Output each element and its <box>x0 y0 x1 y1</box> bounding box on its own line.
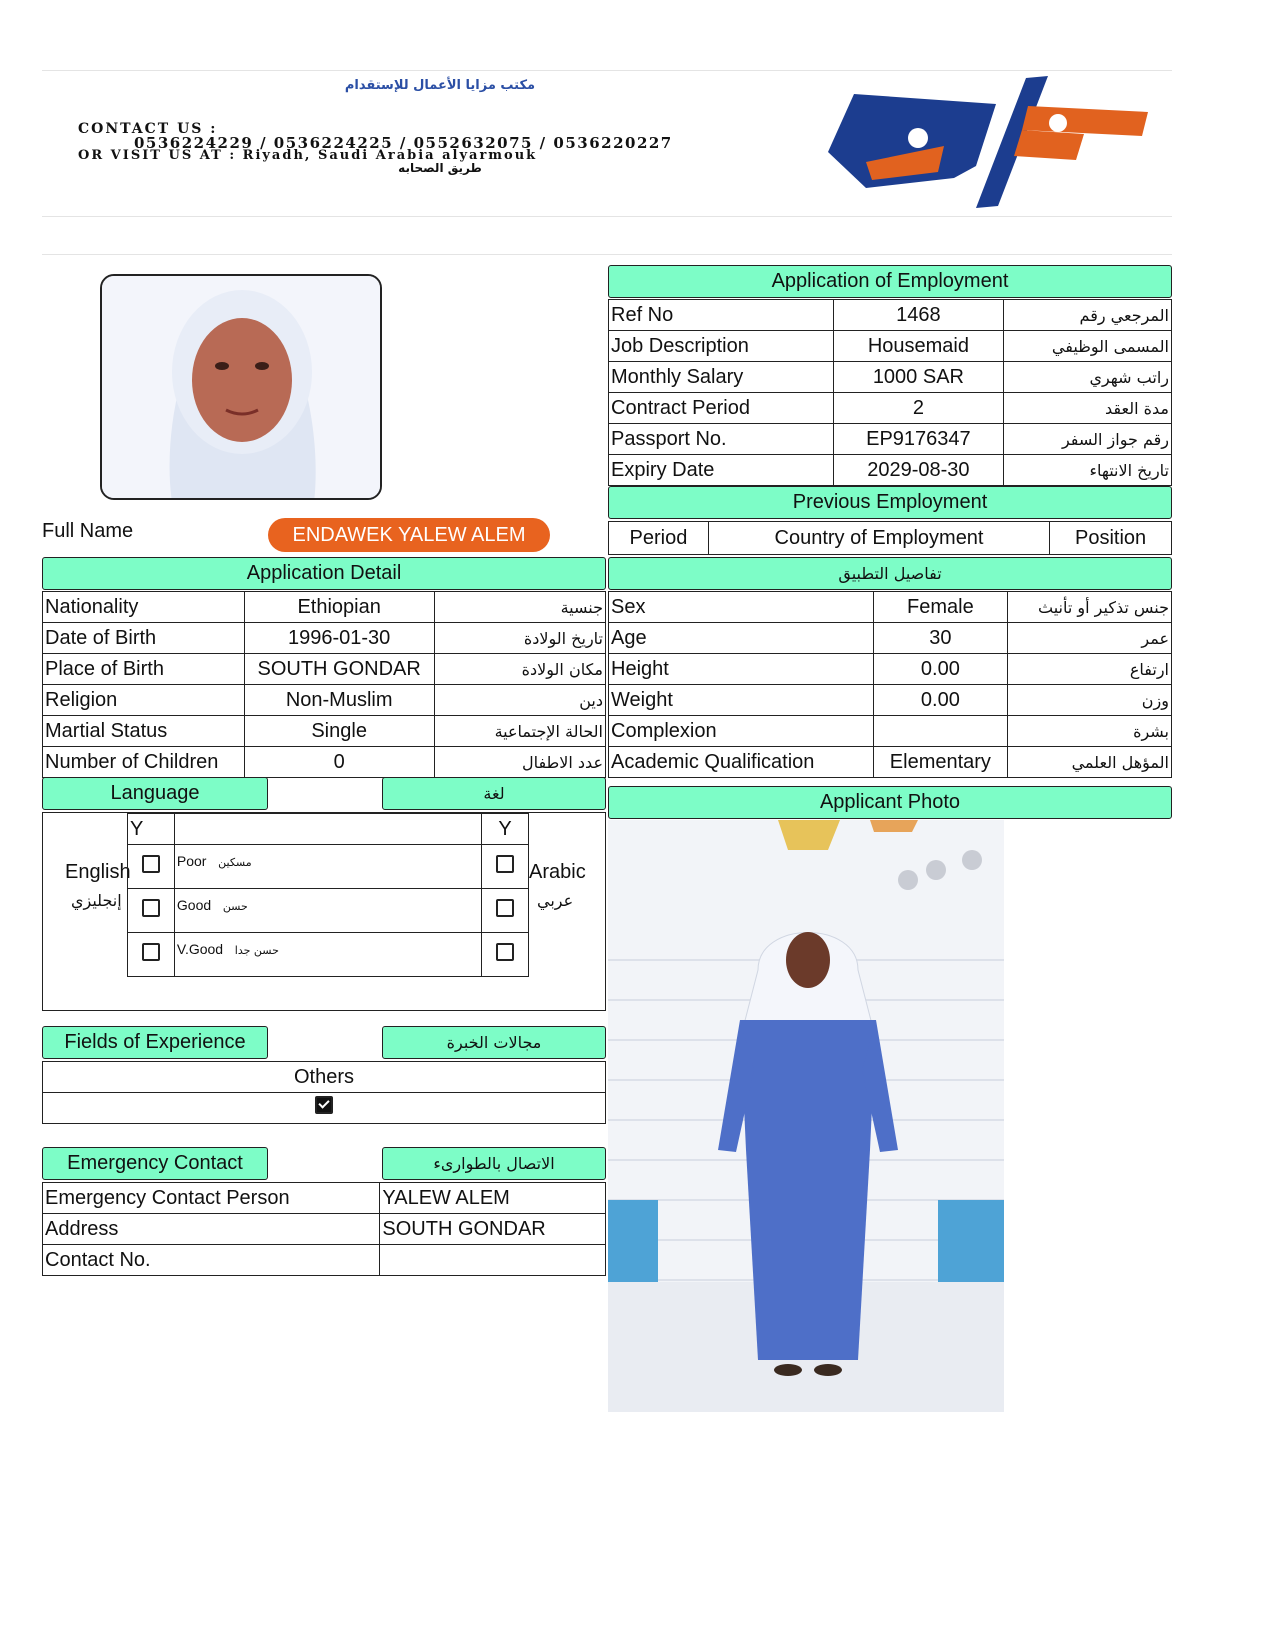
table-row <box>128 814 529 845</box>
contract-period-label-ar: مدة العقد <box>1004 393 1172 424</box>
full-name-label: Full Name <box>42 520 134 542</box>
full-name-value: ENDAWEK YALEW ALEM <box>268 518 550 552</box>
monthly-salary-value: 1000 SAR <box>833 362 1004 393</box>
english-vgood-checkbox[interactable] <box>142 943 160 961</box>
personal-details-table <box>608 591 1172 778</box>
street-ar: طريق الصحابه <box>398 161 482 175</box>
contact-no-value <box>380 1245 606 1276</box>
table-row <box>43 1062 606 1093</box>
fields-of-experience-header: Fields of Experience <box>42 1026 268 1059</box>
expiry-date-value: 2029-08-30 <box>833 455 1004 486</box>
arabic-good-cell[interactable] <box>482 889 529 933</box>
table-row <box>609 654 1172 685</box>
marital-status-label: Martial Status <box>43 716 245 747</box>
english-good-cell[interactable] <box>128 889 175 933</box>
level-poor <box>174 845 481 889</box>
number-of-children-value: 0 <box>244 747 434 778</box>
level-good-label-ar: حسن <box>222 900 248 913</box>
table-row <box>609 747 1172 778</box>
place-of-birth-label: Place of Birth <box>43 654 245 685</box>
language-box <box>42 812 606 1011</box>
table-row <box>43 685 606 716</box>
language-header: Language <box>42 777 268 810</box>
english-poor-checkbox[interactable] <box>142 855 160 873</box>
table-row <box>43 623 606 654</box>
weight-label: Weight <box>609 685 874 716</box>
arabic-vgood-checkbox[interactable] <box>496 943 514 961</box>
col-country-of-employment: Country of Employment <box>708 522 1049 555</box>
table-row <box>43 592 606 623</box>
table-row <box>609 393 1172 424</box>
language-header-ar: لغة <box>382 777 606 810</box>
contact-phones: 0536224229 / 0536224225 / 0552632075 / 0536220227 <box>134 134 673 152</box>
date-of-birth-value: 1996-01-30 <box>244 623 434 654</box>
complexion-value <box>873 716 1008 747</box>
nationality-label: Nationality <box>43 592 245 623</box>
level-poor-label-ar: مسكين <box>218 856 252 869</box>
header-rule-2 <box>42 254 1172 255</box>
level-vgood <box>174 933 481 977</box>
monthly-salary-label-ar: راتب شهري <box>1004 362 1172 393</box>
application-detail-header: Application Detail <box>42 557 606 590</box>
table-row <box>609 522 1172 555</box>
age-label-ar: عمر <box>1008 623 1172 654</box>
place-of-birth-label-ar: مكان الولادة <box>434 654 605 685</box>
age-label: Age <box>609 623 874 654</box>
table-row <box>128 889 529 933</box>
table-row <box>609 300 1172 331</box>
emergency-contact-table <box>42 1182 606 1276</box>
ref-no-label: Ref No <box>609 300 834 331</box>
header-top-rule <box>42 70 1172 71</box>
arabic-label: Arabic <box>529 861 586 883</box>
experience-others-label: Others <box>43 1062 606 1093</box>
header-bottom-rule <box>42 216 1172 217</box>
previous-employment-table <box>608 521 1172 555</box>
nationality-label-ar: جنسية <box>434 592 605 623</box>
sex-label: Sex <box>609 592 874 623</box>
religion-label-ar: دين <box>434 685 605 716</box>
contract-period-value: 2 <box>833 393 1004 424</box>
application-detail-table <box>42 591 606 778</box>
height-label-ar: ارتفاع <box>1008 654 1172 685</box>
arabic-poor-cell[interactable] <box>482 845 529 889</box>
complexion-label: Complexion <box>609 716 874 747</box>
marital-status-value: Single <box>244 716 434 747</box>
job-description-label-ar: المسمى الوظيفي <box>1004 331 1172 362</box>
visit-address: OR VISIT US AT : Riyadh, Saudi Arabia alyarmouk <box>78 148 538 163</box>
religion-label: Religion <box>43 685 245 716</box>
english-good-checkbox[interactable] <box>142 899 160 917</box>
application-of-employment-table <box>608 299 1172 486</box>
company-logo <box>826 76 1156 210</box>
arabic-vgood-cell[interactable] <box>482 933 529 977</box>
previous-employment-header: Previous Employment <box>608 486 1172 519</box>
language-grid <box>127 813 529 977</box>
expiry-date-label: Expiry Date <box>609 455 834 486</box>
col-period: Period <box>609 522 709 555</box>
level-vgood-label-ar: حسن جدا <box>234 944 279 957</box>
table-row <box>609 592 1172 623</box>
sex-label-ar: جنس تذكير أو تأنيث <box>1008 592 1172 623</box>
table-row <box>609 623 1172 654</box>
experience-others-checkbox[interactable] <box>315 1096 333 1114</box>
contact-label: CONTACT US : <box>78 121 218 137</box>
job-description-label: Job Description <box>609 331 834 362</box>
marital-status-label-ar: الحالة الإجتماعية <box>434 716 605 747</box>
nationality-value: Ethiopian <box>244 592 434 623</box>
ref-no-value: 1468 <box>833 300 1004 331</box>
table-row <box>609 685 1172 716</box>
height-value: 0.00 <box>873 654 1008 685</box>
level-poor-label: Poor <box>176 853 207 869</box>
table-row <box>43 1245 606 1276</box>
academic-qualification-value: Elementary <box>873 747 1008 778</box>
table-row <box>43 1214 606 1245</box>
table-row <box>609 716 1172 747</box>
details-ar-header: تفاصيل التطبيق <box>608 557 1172 590</box>
weight-value: 0.00 <box>873 685 1008 716</box>
address-label: Address <box>43 1214 380 1245</box>
level-good-label: Good <box>176 897 212 913</box>
table-row <box>128 933 529 977</box>
passport-no-label: Passport No. <box>609 424 834 455</box>
emergency-contact-person-value: YALEW ALEM <box>380 1183 606 1214</box>
level-vgood-label: V.Good <box>176 941 224 957</box>
arabic-label-ar: عربي <box>537 891 574 910</box>
ref-no-label-ar: المرجعي رقم <box>1004 300 1172 331</box>
table-row <box>128 845 529 889</box>
english-y-header: Y <box>128 814 175 845</box>
level-good <box>174 889 481 933</box>
table-row <box>609 331 1172 362</box>
date-of-birth-label-ar: تاريخ الولادة <box>434 623 605 654</box>
table-row <box>43 654 606 685</box>
academic-qualification-label: Academic Qualification <box>609 747 874 778</box>
fields-of-experience-table <box>42 1061 606 1124</box>
fields-of-experience-header-ar: مجالات الخبرة <box>382 1026 606 1059</box>
table-row <box>43 1093 606 1124</box>
english-poor-cell[interactable] <box>128 845 175 889</box>
table-row <box>43 747 606 778</box>
number-of-children-label: Number of Children <box>43 747 245 778</box>
age-value: 30 <box>873 623 1008 654</box>
height-label: Height <box>609 654 874 685</box>
level-header <box>174 814 481 845</box>
job-description-value: Housemaid <box>833 331 1004 362</box>
table-row <box>609 455 1172 486</box>
english-vgood-cell[interactable] <box>128 933 175 977</box>
contract-period-label: Contract Period <box>609 393 834 424</box>
english-label-ar: إنجليزي <box>71 891 122 910</box>
arabic-y-header: Y <box>482 814 529 845</box>
contact-no-label: Contact No. <box>43 1245 380 1276</box>
table-row <box>609 424 1172 455</box>
applicant-photo-header: Applicant Photo <box>608 786 1172 819</box>
emergency-contact-header: Emergency Contact <box>42 1147 268 1180</box>
arabic-good-checkbox[interactable] <box>496 899 514 917</box>
arabic-poor-checkbox[interactable] <box>496 855 514 873</box>
date-of-birth-label: Date of Birth <box>43 623 245 654</box>
religion-value: Non-Muslim <box>244 685 434 716</box>
expiry-date-label-ar: تاريخ الانتهاء <box>1004 455 1172 486</box>
address-value: SOUTH GONDAR <box>380 1214 606 1245</box>
office-name-ar: مكتب مزايا الأعمال للإستقدام <box>344 78 536 93</box>
table-row <box>609 362 1172 393</box>
table-row <box>43 1183 606 1214</box>
table-row <box>43 716 606 747</box>
emergency-contact-header-ar: الاتصال بالطوارىء <box>382 1147 606 1180</box>
monthly-salary-label: Monthly Salary <box>609 362 834 393</box>
portrait-photo <box>100 274 382 500</box>
passport-no-label-ar: رقم جواز السفر <box>1004 424 1172 455</box>
place-of-birth-value: SOUTH GONDAR <box>244 654 434 685</box>
number-of-children-label-ar: عدد الاطفال <box>434 747 605 778</box>
complexion-label-ar: بشرة <box>1008 716 1172 747</box>
application-of-employment-header: Application of Employment <box>608 265 1172 298</box>
experience-others-cell[interactable] <box>43 1093 606 1124</box>
emergency-contact-person-label: Emergency Contact Person <box>43 1183 380 1214</box>
academic-qualification-label-ar: المؤهل العلمي <box>1008 747 1172 778</box>
english-label: English <box>65 861 131 883</box>
weight-label-ar: وزن <box>1008 685 1172 716</box>
col-position: Position <box>1050 522 1172 555</box>
sex-value: Female <box>873 592 1008 623</box>
applicant-full-photo <box>608 820 1004 1412</box>
passport-no-value: EP9176347 <box>833 424 1004 455</box>
